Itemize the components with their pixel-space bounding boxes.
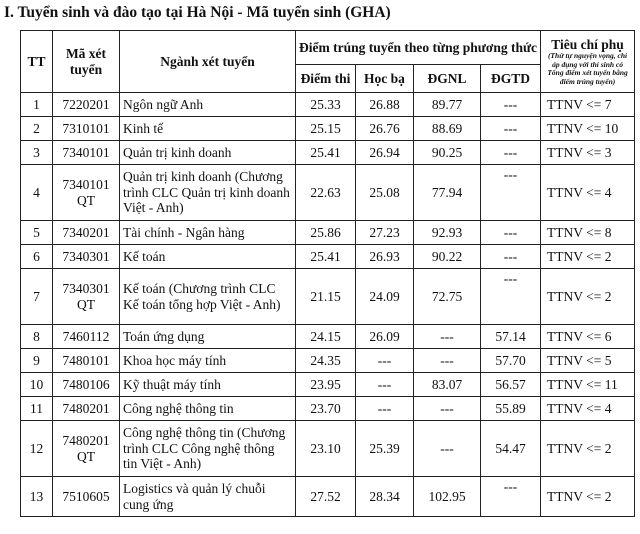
- row-exam-score: 24.35: [296, 349, 356, 373]
- row-exam-score: 23.95: [296, 373, 356, 397]
- row-exam-score: 25.41: [296, 245, 356, 269]
- row-criteria: TTNV <= 2: [541, 245, 635, 269]
- row-dgnl-score: 88.69: [414, 117, 481, 141]
- row-exam-score: 23.10: [296, 421, 356, 477]
- header-dgnl: ĐGNL: [414, 65, 481, 93]
- row-dgtd-score: ---: [481, 93, 541, 117]
- row-dgnl-score: 90.25: [414, 141, 481, 165]
- row-transcript-score: ---: [356, 373, 414, 397]
- row-tt: 3: [21, 141, 53, 165]
- row-tt: 13: [21, 477, 53, 517]
- row-dgtd-score: ---: [481, 269, 541, 325]
- table-row: [21, 421, 635, 477]
- row-exam-score: 23.70: [296, 397, 356, 421]
- row-major: Kỹ thuật máy tính: [120, 373, 296, 397]
- row-criteria: TTNV <= 10: [541, 117, 635, 141]
- row-code: 7340301: [53, 245, 120, 269]
- row-dgnl-score: 90.22: [414, 245, 481, 269]
- row-major: Kinh tế: [120, 117, 296, 141]
- row-exam-score: 25.86: [296, 221, 356, 245]
- row-criteria: TTNV <= 7: [541, 93, 635, 117]
- row-dgnl-score: 102.95: [414, 477, 481, 517]
- row-criteria: TTNV <= 5: [541, 349, 635, 373]
- row-transcript-score: 24.09: [356, 269, 414, 325]
- row-code: 7460112: [53, 325, 120, 349]
- row-criteria: TTNV <= 2: [541, 477, 635, 517]
- row-dgnl-score: ---: [414, 397, 481, 421]
- row-code: 7340101: [53, 141, 120, 165]
- row-tt: 7: [21, 269, 53, 325]
- row-dgnl-score: ---: [414, 421, 481, 477]
- row-major: Ngôn ngữ Anh: [120, 93, 296, 117]
- row-dgnl-score: 89.77: [414, 93, 481, 117]
- section-title: I. Tuyển sinh và đào tạo tại Hà Nội - Mã tuyển sinh (GHA): [4, 4, 391, 21]
- row-code: 7340201: [53, 221, 120, 245]
- table-row: [21, 117, 635, 141]
- row-dgnl-score: ---: [414, 325, 481, 349]
- header-code: Mã xét tuyển: [53, 31, 120, 93]
- row-transcript-score: 27.23: [356, 221, 414, 245]
- row-major: Công nghệ thông tin (Chương trình CLC Công nghệ thông tin Việt - Anh): [120, 421, 296, 477]
- row-criteria: TTNV <= 2: [541, 269, 635, 325]
- row-code: 7480201: [53, 397, 120, 421]
- row-major: Tài chính - Ngân hàng: [120, 221, 296, 245]
- table-row: [21, 477, 635, 517]
- row-transcript-score: ---: [356, 349, 414, 373]
- header-exam: Điểm thi: [296, 65, 356, 93]
- row-transcript-score: 25.39: [356, 421, 414, 477]
- row-exam-score: 27.52: [296, 477, 356, 517]
- header-method-group: Điểm trúng tuyển theo từng phương thức: [296, 31, 541, 65]
- table-row: [21, 373, 635, 397]
- table-row: [21, 325, 635, 349]
- row-dgtd-score: ---: [481, 477, 541, 517]
- row-dgnl-score: 77.94: [414, 165, 481, 221]
- row-dgtd-score: ---: [481, 165, 541, 221]
- row-major: Quản trị kinh doanh: [120, 141, 296, 165]
- row-exam-score: 22.63: [296, 165, 356, 221]
- row-major: Toán ứng dụng: [120, 325, 296, 349]
- row-criteria: TTNV <= 11: [541, 373, 635, 397]
- table-row: [21, 93, 635, 117]
- row-code: 7220201: [53, 93, 120, 117]
- header-criteria-label: Tiêu chí phụ: [551, 37, 624, 52]
- row-major: Kế toán (Chương trình CLC Kế toán tổng hợp Việt - Anh): [120, 269, 296, 325]
- row-major: Công nghệ thông tin: [120, 397, 296, 421]
- row-exam-score: 24.15: [296, 325, 356, 349]
- row-tt: 11: [21, 397, 53, 421]
- table-row: [21, 165, 635, 221]
- row-dgtd-score: ---: [481, 141, 541, 165]
- row-major: Quản trị kinh doanh (Chương trình CLC Quản trị kinh doanh Việt - Anh): [120, 165, 296, 221]
- row-code: 7340101 QT: [53, 165, 120, 221]
- row-transcript-score: 26.93: [356, 245, 414, 269]
- table-row: [21, 349, 635, 373]
- header-major: Ngành xét tuyển: [120, 31, 296, 93]
- admission-scores-table: [20, 30, 635, 517]
- row-code: 7340301 QT: [53, 269, 120, 325]
- row-criteria: TTNV <= 2: [541, 421, 635, 477]
- row-dgtd-score: 56.57: [481, 373, 541, 397]
- row-exam-score: 25.41: [296, 141, 356, 165]
- row-criteria: TTNV <= 3: [541, 141, 635, 165]
- header-transcript: Học bạ: [356, 65, 414, 93]
- row-criteria: TTNV <= 4: [541, 397, 635, 421]
- row-tt: 4: [21, 165, 53, 221]
- row-dgtd-score: ---: [481, 245, 541, 269]
- row-dgtd-score: 54.47: [481, 421, 541, 477]
- table-row: [21, 141, 635, 165]
- row-major: Khoa học máy tính: [120, 349, 296, 373]
- row-dgnl-score: 92.93: [414, 221, 481, 245]
- header-tt: TT: [21, 31, 53, 93]
- table-row: [21, 269, 635, 325]
- table-row: [21, 245, 635, 269]
- row-exam-score: 21.15: [296, 269, 356, 325]
- row-transcript-score: 26.09: [356, 325, 414, 349]
- row-tt: 8: [21, 325, 53, 349]
- row-code: 7510605: [53, 477, 120, 517]
- row-dgtd-score: 57.70: [481, 349, 541, 373]
- row-exam-score: 25.15: [296, 117, 356, 141]
- row-transcript-score: 26.94: [356, 141, 414, 165]
- row-transcript-score: 28.34: [356, 477, 414, 517]
- row-tt: 9: [21, 349, 53, 373]
- row-code: 7310101: [53, 117, 120, 141]
- row-dgtd-score: ---: [481, 221, 541, 245]
- row-criteria: TTNV <= 4: [541, 165, 635, 221]
- row-code: 7480101: [53, 349, 120, 373]
- row-tt: 12: [21, 421, 53, 477]
- row-dgnl-score: 72.75: [414, 269, 481, 325]
- row-dgtd-score: ---: [481, 117, 541, 141]
- row-tt: 10: [21, 373, 53, 397]
- row-criteria: TTNV <= 8: [541, 221, 635, 245]
- table-row: [21, 397, 635, 421]
- header-criteria-note: (Thứ tự nguyện vọng, chỉ áp dụng với thí sinh có Tổng điểm xét tuyển bằng điểm trúng tuyển): [547, 51, 628, 86]
- row-code: 7480106: [53, 373, 120, 397]
- row-tt: 2: [21, 117, 53, 141]
- row-criteria: TTNV <= 6: [541, 325, 635, 349]
- header-criteria: [541, 31, 635, 93]
- row-exam-score: 25.33: [296, 93, 356, 117]
- table-row: [21, 221, 635, 245]
- row-tt: 6: [21, 245, 53, 269]
- row-transcript-score: ---: [356, 397, 414, 421]
- row-dgnl-score: ---: [414, 349, 481, 373]
- row-code: 7480201 QT: [53, 421, 120, 477]
- row-transcript-score: 26.76: [356, 117, 414, 141]
- row-dgtd-score: 57.14: [481, 325, 541, 349]
- row-major: Logistics và quản lý chuỗi cung ứng: [120, 477, 296, 517]
- row-tt: 1: [21, 93, 53, 117]
- row-tt: 5: [21, 221, 53, 245]
- row-transcript-score: 26.88: [356, 93, 414, 117]
- row-dgtd-score: 55.89: [481, 397, 541, 421]
- row-transcript-score: 25.08: [356, 165, 414, 221]
- row-major: Kế toán: [120, 245, 296, 269]
- header-dgtd: ĐGTD: [481, 65, 541, 93]
- row-dgnl-score: 83.07: [414, 373, 481, 397]
